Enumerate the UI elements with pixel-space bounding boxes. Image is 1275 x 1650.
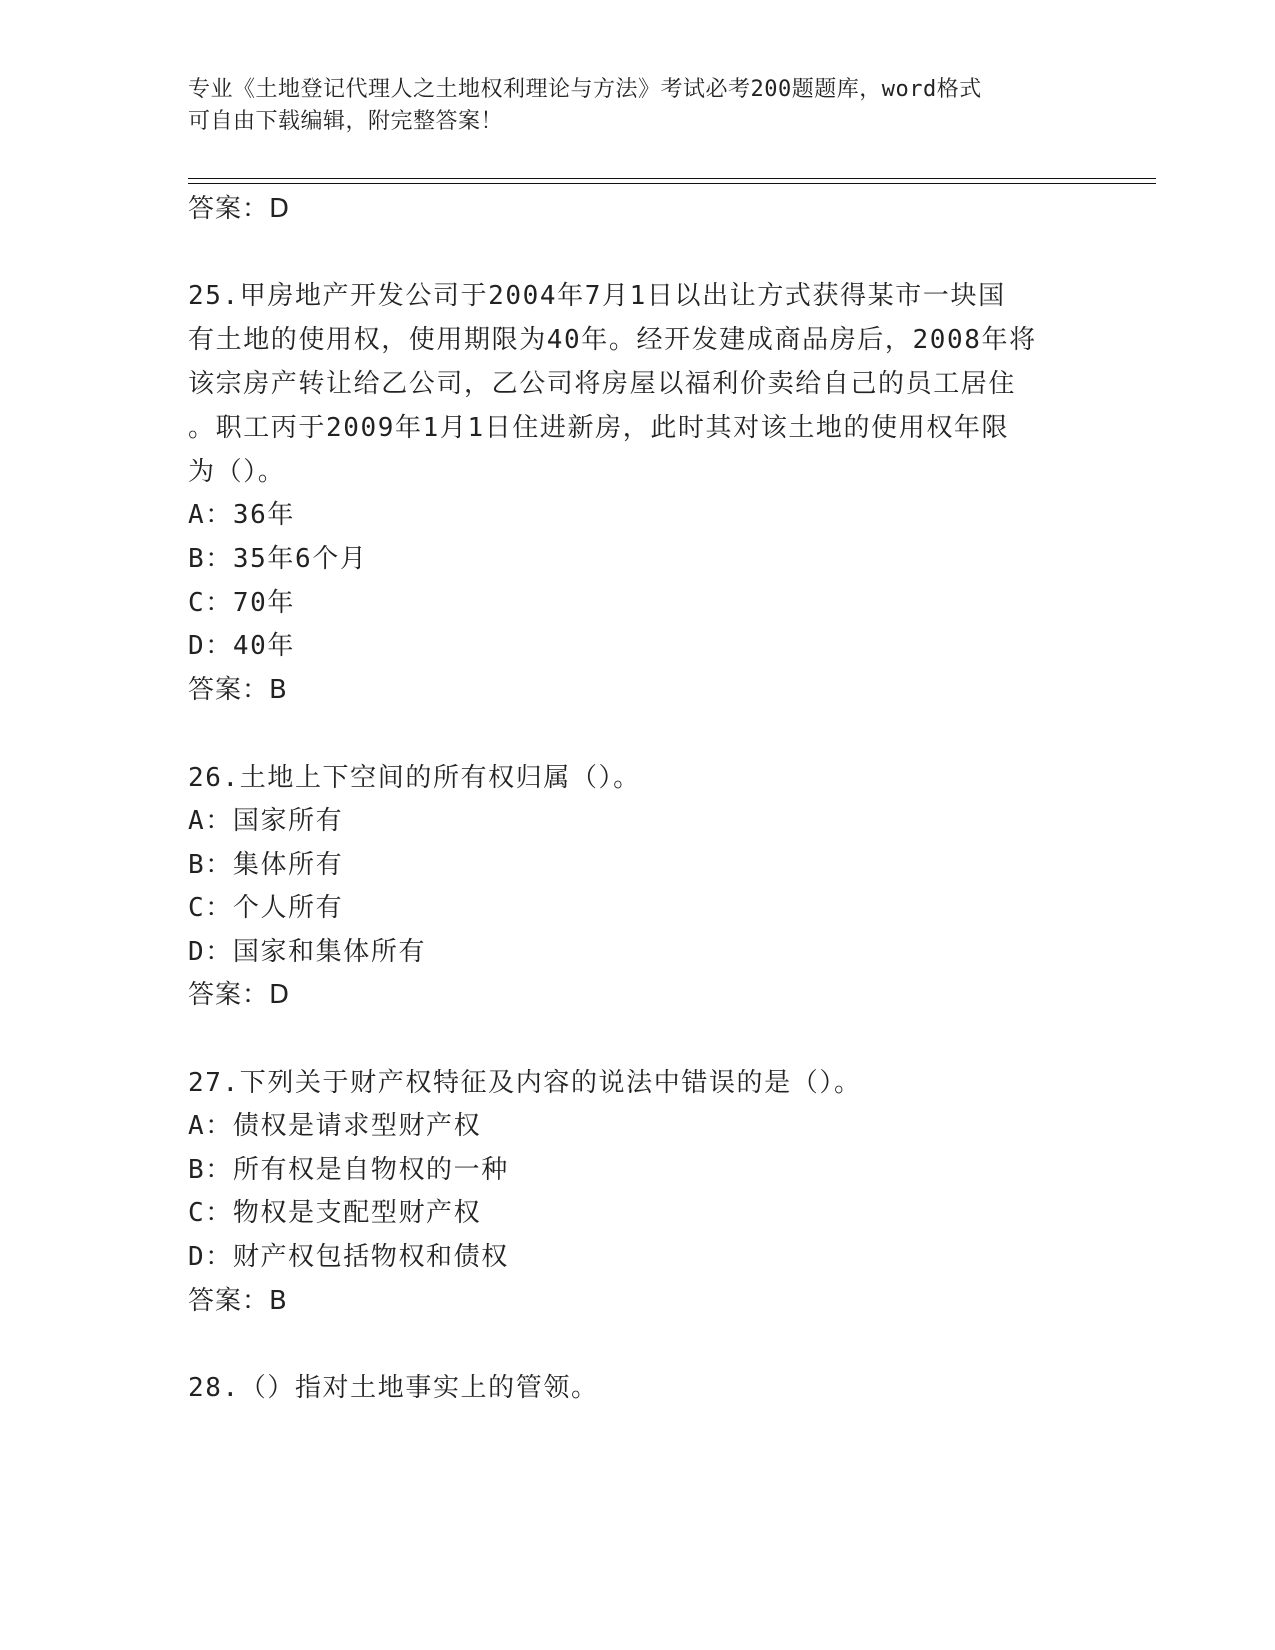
question-26-answer: 答案：D <box>188 980 291 1010</box>
question-26-option-a: A：国家所有 <box>188 806 344 836</box>
header-line-1: 专业《土地登记代理人之土地权利理论与方法》考试必考200题题库，word格式 <box>188 77 982 102</box>
question-27-option-c: C：物权是支配型财产权 <box>188 1198 482 1228</box>
question-26-stem: 26.土地上下空间的所有权归属（）。 <box>188 763 641 793</box>
question-25-option-a: A：36年 <box>188 500 295 530</box>
question-27-option-d: D：财产权包括物权和债权 <box>188 1242 509 1272</box>
question-26-option-c: C：个人所有 <box>188 893 344 923</box>
header-rule-top <box>188 178 1156 179</box>
question-25-answer: 答案：B <box>188 675 288 705</box>
question-28-stem: 28.（）指对土地事实上的管领。 <box>188 1373 599 1403</box>
question-26-option-d: D：国家和集体所有 <box>188 937 427 967</box>
question-25-option-c: C：70年 <box>188 588 295 618</box>
question-25-option-d: D：40年 <box>188 631 295 661</box>
header-rule-bottom <box>188 183 1156 184</box>
question-25-stem-line: 。职工丙于2009年1月1日住进新房，此时其对该土地的使用权年限 <box>188 413 1010 443</box>
question-27-option-b: B：所有权是自物权的一种 <box>188 1155 509 1185</box>
question-25-stem-line: 该宗房产转让给乙公司，乙公司将房屋以福利价卖给自己的员工居住 <box>188 369 1017 399</box>
question-25-stem-line: 有土地的使用权，使用期限为40年。经开发建成商品房后，2008年将 <box>188 325 1037 355</box>
question-25-option-b: B：35年6个月 <box>188 544 368 574</box>
question-27-stem: 27.下列关于财产权特征及内容的说法中错误的是（）。 <box>188 1068 862 1098</box>
answer-line: 答案：D <box>188 194 291 224</box>
question-25-stem-line: 为（）。 <box>188 457 286 487</box>
document-header <box>188 74 1088 138</box>
question-27-answer: 答案：B <box>188 1286 288 1316</box>
question-27-option-a: A：债权是请求型财产权 <box>188 1111 482 1141</box>
question-25-stem-line: 25.甲房地产开发公司于2004年7月1日以出让方式获得某市一块国 <box>188 281 1006 311</box>
header-line-2: 可自由下载编辑，附完整答案！ <box>188 109 504 134</box>
question-26-option-b: B：集体所有 <box>188 850 344 880</box>
